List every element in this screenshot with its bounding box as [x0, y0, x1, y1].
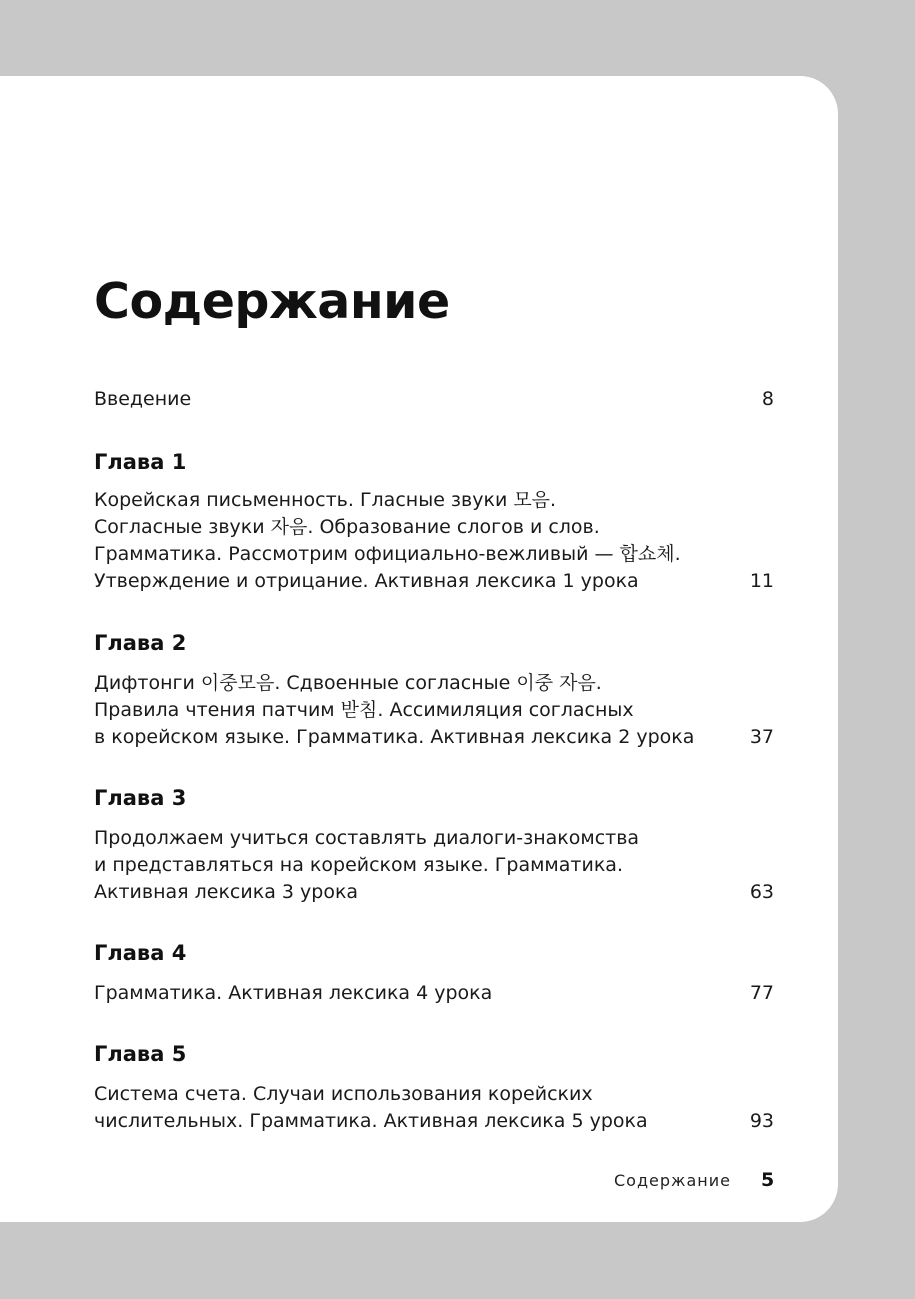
- toc-entry-text: Система счета. Случаи использования корейских числительных. Грамматика. Активная лексика 5 урока: [94, 1083, 648, 1132]
- toc-page-number: 63: [749, 881, 774, 903]
- running-footer-label: Содержание: [614, 1171, 731, 1190]
- chapter-heading: Глава 1: [94, 450, 187, 474]
- toc-entry-chapter-4[interactable]: [94, 980, 774, 1007]
- toc-entry-chapter-2[interactable]: [94, 670, 774, 751]
- toc-entry-text: Дифтонги 이중모음. Сдвоенные согласные 이중 자음. Правила чтения патчим 받침. Ассимиляция согласных в корейском языке. Грамматика. Активная лексика 2 урока: [94, 672, 695, 748]
- toc-page-number: 77: [749, 982, 774, 1004]
- page-title: Содержание: [94, 273, 450, 330]
- page-number: 5: [761, 1169, 775, 1191]
- toc-page-number: 11: [749, 570, 774, 592]
- toc-page-number: 93: [749, 1110, 774, 1132]
- toc-entry-text: Грамматика. Активная лексика 4 урока: [94, 982, 493, 1004]
- chapter-heading: Глава 2: [94, 631, 187, 655]
- toc-page-number: 8: [761, 388, 774, 410]
- toc-entry-chapter-1[interactable]: [94, 487, 774, 595]
- toc-entry-text: Продолжаем учиться составлять диалоги-знакомства и представляться на корейском языке. Грамматика. Активная лексика 3 урока: [94, 827, 640, 903]
- toc-page-number: 37: [749, 726, 774, 748]
- toc-entry-chapter-5[interactable]: [94, 1081, 774, 1135]
- chapter-heading: Глава 3: [94, 786, 187, 810]
- toc-entry-text: Корейская письменность. Гласные звуки 모음. Согласные звуки 자음. Образование слогов и слов. Грамматика. Рассмотрим официально-вежливый — 합쇼체. Утверждение и отрицание. Активная лексика 1 урока: [94, 489, 681, 592]
- chapter-heading: Глава 5: [94, 1042, 187, 1066]
- toc-entry-text: Введение: [94, 388, 192, 410]
- chapter-heading: Глава 4: [94, 941, 187, 965]
- toc-entry-intro[interactable]: [94, 386, 774, 413]
- toc-entry-chapter-3[interactable]: [94, 825, 774, 906]
